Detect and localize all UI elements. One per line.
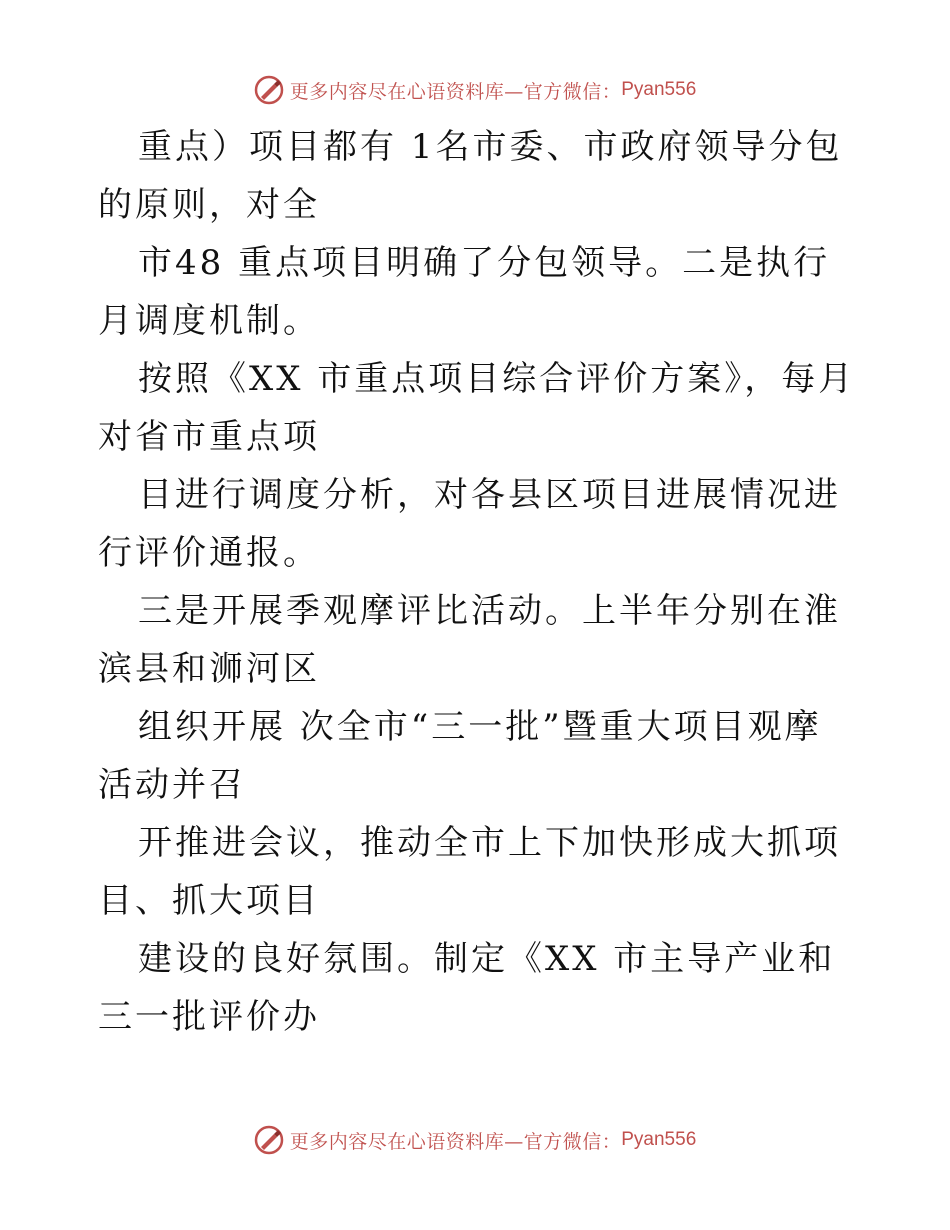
paragraph-6: 组织开展 次全市“三一批”暨重大项目观摩活动并召 (98, 707, 822, 805)
watermark-header-text: 更多内容尽在心语资料库—官方微信： (289, 80, 622, 103)
paragraph-1: 重点）项目都有 1名市委、市政府领导分包的原则，对全 (98, 127, 843, 225)
paragraph-2: 市48 重点项目明确了分包领导。二是执行月调度机制。 (98, 243, 831, 341)
paragraph-8: 建设的良好氛围。制定《XX 市主导产业和三一批评价办 (98, 939, 836, 1037)
watermark-footer-id: Pyan556 (621, 1129, 697, 1150)
pen-logo-icon (254, 75, 284, 105)
paragraph-5: 三是开展季观摩评比活动。上半年分别在淮滨县和浉河区 (98, 591, 841, 689)
paragraph-3: 按照《XX 市重点项目综合评价方案》，每月对省市重点项 (98, 359, 856, 457)
watermark-footer (0, 1120, 950, 1160)
paragraph-4: 目进行调度分析，对各县区项目进展情况进行评价通报。 (98, 475, 841, 573)
watermark-header-id: Pyan556 (621, 79, 697, 100)
pen-logo-icon (254, 1125, 284, 1155)
watermark-footer-text: 更多内容尽在心语资料库—官方微信： (289, 1130, 622, 1153)
paragraph-7: 开推进会议，推动全市上下加快形成大抓项目、抓大项目 (98, 823, 841, 921)
watermark-header (0, 70, 950, 110)
document-body (98, 118, 858, 1046)
